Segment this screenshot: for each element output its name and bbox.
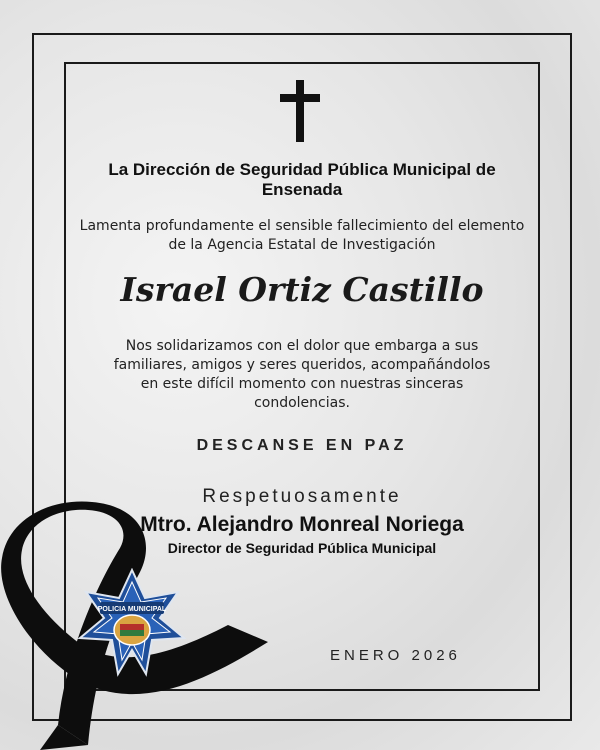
cross-icon [280, 80, 320, 142]
deceased-name: Israel Ortiz Castillo [120, 270, 484, 309]
condolence-text: Nos solidarizamos con el dolor que embarga a sus familiares, amigos y seres queridos, acompañándolos en este difícil momento con nuestras sinceras condolencias. [113, 338, 491, 411]
closing-text: Respetuosamente [202, 486, 402, 507]
signer-position: Director de Seguridad Pública Municipal [167, 540, 437, 556]
rest-in-peace: DESCANSE EN PAZ [196, 437, 408, 454]
police-badge-icon [76, 568, 188, 680]
lament-text: Lamenta profundamente el sensible fallecimiento del elemento de la Agencia Estatal de Investigación [79, 218, 525, 253]
date-text: ENERO 2026 [330, 647, 461, 664]
organization-heading: La Dirección de Seguridad Pública Municipal de Ensenada [108, 160, 496, 199]
signer-name: Mtro. Alejandro Monreal Noriega [140, 513, 464, 536]
badge-text: POLICIA MUNICIPAL [97, 606, 167, 613]
